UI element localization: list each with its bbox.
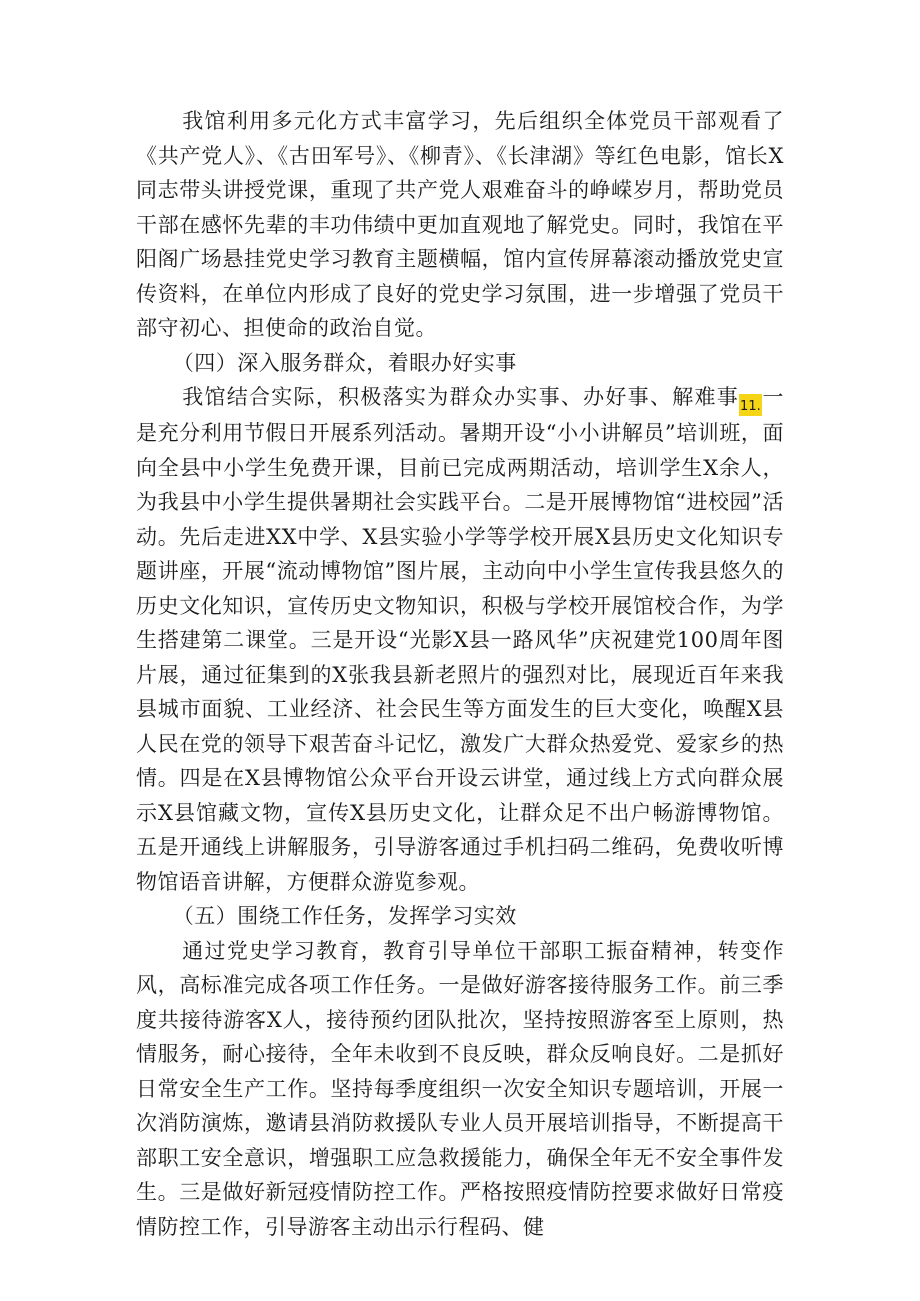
document-body: [136, 104, 784, 1244]
paragraph-party-history-study: 我馆利用多元化方式丰富学习，先后组织全体党员干部观看了《共产党人》、《古田军号》、《柳青》、《长津湖》等红色电影，馆长X同志带头讲授党课，重现了共产党人艰难奋斗的峥嵘岁月，帮助党员干部在感怀先辈的丰功伟绩中更加直观地了解党史。同时，我馆在平阳阁广场悬挂党史学习教育主题横幅，馆内宣传屏幕滚动播放党史宣传资料，在单位内形成了良好的党史学习氛围，进一步增强了党员干部守初心、担使命的政治自觉。: [136, 109, 784, 340]
highlight-marker: 11.: [739, 394, 762, 416]
section-heading-5: （五）围绕工作任务，发挥学习实效: [172, 904, 517, 928]
paragraph-text-rest: 一是充分利用节假日开展系列活动。暑期开设“小小讲解员”培训班，面向全县中小学生免费开课，目前已完成两期活动，培训学生X余人，为我县中小学生提供暑期社会实践平台。二是开展博物馆“进校园”活动。先后走进XX中学、X县实验小学等学校开展X县历史文化知识专题讲座，开展“流动博物馆”图片展，主动向中小学生宣传我县悠久的历史文化知识，宣传历史文物知识，积极与学校开展馆校合作，为学生搭建第二课堂。三是开设“光影X县一路风华”庆祝建党100周年图片展，通过征集到的X张我县新老照片的强烈对比，展现近百年来我县城市面貌、工业经济、社会民生等方面发生的巨大变化，唤醒X县人民在党的领导下艰苦奋斗记忆，激发广大群众热爱党、爱家乡的热情。四是在X县博物馆公众平台开设云讲堂，通过线上方式向群众展示X县馆藏文物，宣传X县历史文化，让群众足不出户畅游博物馆。五是开通线上讲解服务，引导游客通过手机扫码二维码，免费收听博物馆语音讲解，方便群众游览参观。: [136, 385, 785, 894]
paragraph-text-start: 我馆结合实际，积极落实为群众办实事、办好事、解难事: [182, 385, 740, 409]
paragraph-work-tasks: 通过党史学习教育，教育引导单位干部职工振奋精神，转变作风，高标准完成各项工作任务。一是做好游客接待服务工作。前三季度共接待游客X人，接待预约团队批次，坚持按照游客至上原则，热情服务，耐心接待，全年未收到不良反映，群众反响良好。二是抓好日常安全生产工作。坚持每季度组织一次安全知识专题培训，开展一次消防演炼，邀请县消防救援队专业人员开展培训指导，不断提高干部职工安全意识，增强职工应急救援能力，确保全年无不安全事件发生。三是做好新冠疫情防控工作。严格按照疫情防控要求做好日常疫情防控工作，引导游客主动出示行程码、健: [136, 938, 784, 1239]
paragraph-serve-the-masses: [136, 380, 784, 899]
section-heading-4: （四）深入服务群众，着眼办好实事: [172, 350, 517, 375]
